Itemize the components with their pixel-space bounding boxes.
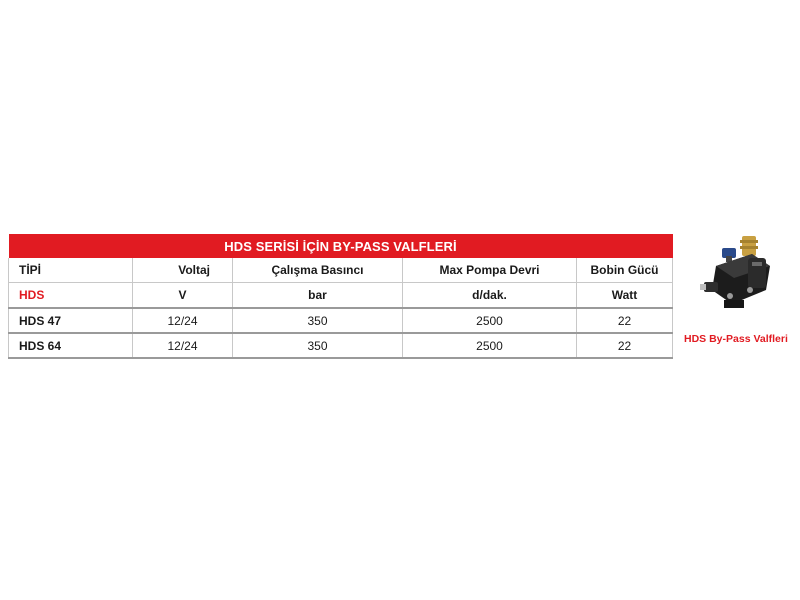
table-unit-row [9, 283, 673, 309]
row-type: HDS 64 [9, 333, 133, 358]
product-caption: HDS By-Pass Valfleri [684, 333, 788, 345]
table-title: HDS SERİSİ İÇİN BY-PASS VALFLERİ [9, 234, 673, 258]
row-pressure: 350 [233, 333, 403, 358]
row-power: 22 [577, 308, 673, 333]
row-power: 22 [577, 333, 673, 358]
table-row [9, 333, 673, 358]
spec-table [8, 234, 673, 359]
row-voltage: 12/24 [133, 333, 233, 358]
unit-power: Watt [577, 283, 673, 309]
row-voltage: 12/24 [133, 308, 233, 333]
unit-voltage: V [133, 283, 233, 309]
header-voltage: Voltaj [133, 258, 233, 283]
unit-speed: d/dak. [403, 283, 577, 309]
unit-type: HDS [9, 283, 133, 309]
table-title-row [9, 234, 673, 258]
row-type: HDS 47 [9, 308, 133, 333]
header-type: TİPİ [9, 258, 133, 283]
row-speed: 2500 [403, 308, 577, 333]
unit-pressure: bar [233, 283, 403, 309]
header-working-pressure: Çalışma Basıncı [233, 258, 403, 283]
row-speed: 2500 [403, 333, 577, 358]
header-coil-power: Bobin Gücü [577, 258, 673, 283]
header-max-pump-speed: Max Pompa Devri [403, 258, 577, 283]
bypass-valve-image [694, 232, 784, 322]
row-pressure: 350 [233, 308, 403, 333]
table-row [9, 308, 673, 333]
table-header-row [9, 258, 673, 283]
spec-table-container [8, 234, 672, 359]
